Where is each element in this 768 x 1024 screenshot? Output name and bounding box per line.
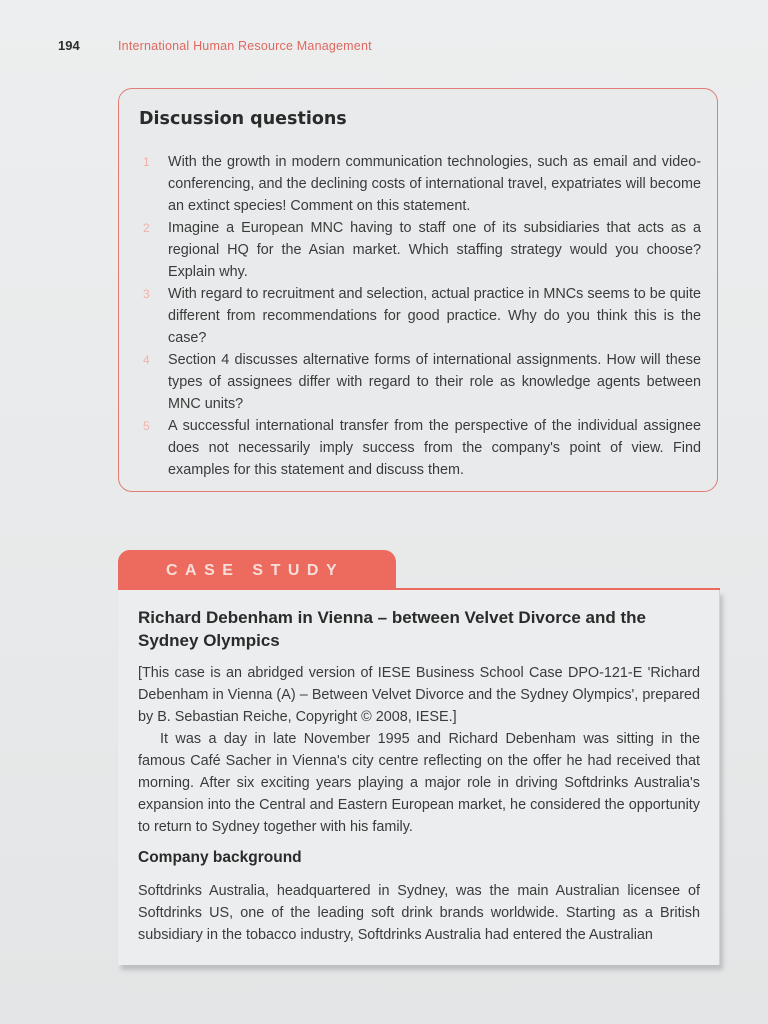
- discussion-questions-box: [118, 88, 718, 492]
- question-number: 5: [143, 419, 150, 433]
- discussion-question: [135, 151, 701, 217]
- discussion-question: [135, 217, 701, 283]
- running-head: [58, 38, 372, 58]
- question-number: 4: [143, 353, 150, 367]
- case-study-tab-label: CASE STUDY: [166, 562, 345, 579]
- question-text: With the growth in modern communication technologies, such as email and video-conferencing, and the declining costs of international travel, expatriates will become an extinct species! Comment on this statement.: [168, 154, 701, 214]
- discussion-question: [135, 283, 701, 349]
- question-text: Imagine a European MNC having to staff one of its subsidiaries that acts as a regional HQ for the Asian market. Which staffing strategy would you choose? Explain why.: [168, 220, 701, 280]
- question-text: Section 4 discusses alternative forms of international assignments. How will these types of assignees differ with regard to their role as knowledge agents between MNC units?: [168, 352, 701, 412]
- case-source-note: [This case is an abridged version of IESE Business School Case DPO-121-E 'Richard Debenham in Vienna (A) – Between Velvet Divorce and the Sydney Olympics', prepared by B. Sebastian Reiche, Copyright © 2008, IESE.]: [138, 665, 700, 725]
- case-study-box: [118, 590, 720, 965]
- question-text: With regard to recruitment and selection, actual practice in MNCs seems to be quite different from recommendations for good practice. Why do you think this is the case?: [168, 286, 701, 346]
- discussion-question-list: [135, 151, 701, 481]
- discussion-title: Discussion questions: [139, 109, 347, 129]
- case-subheading: Company background: [138, 849, 302, 866]
- discussion-question: [135, 415, 701, 481]
- discussion-question: [135, 349, 701, 415]
- running-title: International Human Resource Management: [118, 39, 372, 53]
- question-number: 1: [143, 155, 150, 169]
- question-number: 2: [143, 221, 150, 235]
- question-number: 3: [143, 287, 150, 301]
- case-study-tab: [118, 550, 396, 590]
- question-text: A successful international transfer from the perspective of the individual assignee does not necessarily imply success from the company's point of view. Find examples for this statement and discuss them.: [168, 418, 701, 478]
- case-paragraph: Softdrinks Australia, headquartered in Sydney, was the main Australian licensee of Softdrinks US, one of the leading soft drink brands worldwide. Starting as a British subsidiary in the tobacco industry, Softdrinks Australia had entered the Australian: [138, 883, 700, 943]
- case-study-title: Richard Debenham in Vienna – between Velvet Divorce and the Sydney Olympics: [138, 608, 646, 650]
- case-paragraph: It was a day in late November 1995 and Richard Debenham was sitting in the famous Café Sacher in Vienna's city centre reflecting on the offer he had received that morning. After six exciting years playing a major role in driving Softdrinks Australia's expansion into the Central and Eastern European market, he considered the opportunity to return to Sydney together with his family.: [138, 731, 700, 835]
- page-number: 194: [58, 38, 80, 53]
